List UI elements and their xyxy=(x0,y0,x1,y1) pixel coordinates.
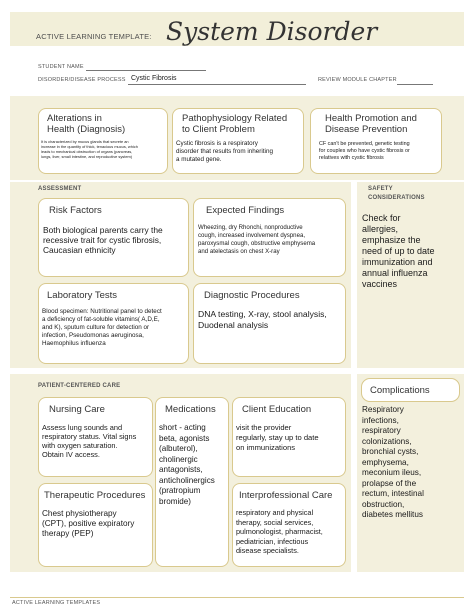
medications-line: beta, agonists xyxy=(159,433,210,443)
medications-line: (pratropium xyxy=(159,486,201,495)
nursing-care-line: Assess lung sounds and xyxy=(42,423,123,432)
therapeutic-procedures-card xyxy=(38,483,153,567)
alterations-in-health-card xyxy=(38,108,168,174)
nursing-care-line: respiratory status. Vital signs xyxy=(42,432,137,441)
complications-line: emphysema, xyxy=(362,457,409,467)
risk-factors-line: recessive trait for cystic fibrosis, xyxy=(43,235,162,245)
therapeutic-procedures-title: Therapeutic Procedures xyxy=(44,490,146,501)
pathophysiology-title-line1: Pathophysiology Related xyxy=(182,113,288,124)
pathophysiology-line: disorder that results from inheriting xyxy=(176,148,273,155)
diagnostic-procedures-line: DNA testing, X-ray, stool analysis, xyxy=(198,309,327,319)
complications-line: meconium ileus, xyxy=(362,468,422,477)
footer-divider xyxy=(10,597,464,598)
pathophysiology-line: a mutated gene. xyxy=(176,156,222,163)
safety-label-line1: SAFETY xyxy=(368,186,393,192)
complications-body xyxy=(362,405,424,521)
risk-factors-line: Both biological parents carry the xyxy=(43,225,163,235)
medications-line: anticholinergics xyxy=(159,475,215,485)
complications-line: rectum, intestinal xyxy=(362,489,424,498)
safety-line: immunization and xyxy=(362,257,433,267)
diagnostic-procedures-title: Diagnostic Procedures xyxy=(204,290,300,301)
safety-body xyxy=(362,213,435,290)
alterations-title-line2: Health (Diagnosis) xyxy=(47,124,126,135)
medications-line: antagonists, xyxy=(159,465,203,474)
expected-findings-line: and atelectasis on chest X-ray xyxy=(198,248,280,255)
complications-line: prolapse of the xyxy=(362,478,417,488)
expected-findings-card xyxy=(193,198,346,277)
assessment-label: ASSESSMENT xyxy=(38,186,82,192)
complications-line: colonizations, xyxy=(362,436,412,446)
therapeutic-procedures-line: Chest physiotherapy xyxy=(42,509,117,518)
therapeutic-procedures-body xyxy=(42,509,134,539)
interprofessional-care-body xyxy=(236,508,323,556)
medications-line: bromide) xyxy=(159,496,191,506)
disorder-label: DISORDER/DISEASE PROCESS xyxy=(38,77,126,83)
medications-line: (albuterol), xyxy=(159,444,198,453)
laboratory-tests-line: and K), sputum culture for detection or xyxy=(42,324,150,331)
health-promotion-body xyxy=(319,141,410,162)
safety-line: allergies, xyxy=(362,224,399,234)
expected-findings-body xyxy=(198,224,315,256)
nursing-care-body xyxy=(42,423,136,459)
medications-title: Medications xyxy=(165,404,216,415)
interprofessional-care-line: disease specialists. xyxy=(236,546,299,555)
interprofessional-care-line: respiratory and physical xyxy=(236,508,314,517)
laboratory-tests-line: Haemophilus influenza xyxy=(42,340,106,347)
laboratory-tests-line: infection, Pseudomonas aeruginosa, xyxy=(42,332,144,339)
safety-label-line2: CONSIDERATIONS xyxy=(368,195,425,201)
interprofessional-care-line: pulmonologist, pharmacist, xyxy=(236,527,323,536)
complications-line: Respiratory xyxy=(362,405,404,414)
safety-line: emphasize the xyxy=(362,235,421,245)
safety-line: annual influenza xyxy=(362,268,428,278)
alterations-line: lungs, liver, small intestine, and reproductive system) xyxy=(41,154,133,159)
pathophysiology-line: Cystic fibrosis is a respiratory xyxy=(176,140,258,147)
interprofessional-care-line: therapy, social services, xyxy=(236,517,314,527)
page-title: System Disorder xyxy=(166,17,378,46)
nursing-care-card xyxy=(38,397,153,477)
complications-header-card xyxy=(361,378,460,402)
safety-line: need of up to date xyxy=(362,246,435,256)
risk-factors-body xyxy=(43,225,163,255)
medications-card xyxy=(155,397,229,567)
alterations-line: leads to mechanical obstruction of organs (pancreas, xyxy=(41,149,133,154)
laboratory-tests-line: a deficiency of fat-soluble vitamins( A,D,E, xyxy=(42,316,160,323)
disorder-field[interactable] xyxy=(128,84,306,85)
medications-line: short - acting xyxy=(159,423,206,432)
health-promotion-title-line1: Health Promotion and xyxy=(325,113,417,124)
expected-findings-title: Expected Findings xyxy=(206,205,285,216)
review-chapter-label: REVIEW MODULE CHAPTER xyxy=(318,77,397,83)
risk-factors-card xyxy=(38,198,189,277)
patient-care-label: PATIENT-CENTERED CARE xyxy=(38,383,121,389)
health-promotion-line: relatives with cystic fibrosis xyxy=(319,155,384,161)
client-education-body xyxy=(236,423,319,453)
therapeutic-procedures-line: (CPT), positive expiratory xyxy=(42,519,135,528)
health-promotion-title-line2: Disease Prevention xyxy=(325,124,408,135)
complications-line: diabetes mellitus xyxy=(362,510,423,519)
medications-body xyxy=(159,423,215,507)
safety-line: vaccines xyxy=(362,279,398,289)
expected-findings-line: Wheezing, dry Rhonchi, nonproductive xyxy=(198,224,303,231)
nursing-care-line: Obtain IV access. xyxy=(42,450,100,459)
review-chapter-field[interactable] xyxy=(397,84,433,85)
complications-line: obstruction, xyxy=(362,499,405,509)
laboratory-tests-body xyxy=(42,308,162,348)
health-promotion-card xyxy=(310,108,442,174)
footer-text: ACTIVE LEARNING TEMPLATES xyxy=(12,600,101,606)
diagnostic-procedures-card xyxy=(193,283,346,364)
pathophysiology-body xyxy=(176,140,273,164)
complications-line: respiratory xyxy=(362,426,401,435)
disorder-value: Cystic Fibrosis xyxy=(131,75,177,82)
interprofessional-care-title: Interprofessional Care xyxy=(239,490,333,501)
laboratory-tests-title: Laboratory Tests xyxy=(47,290,118,301)
safety-line: Check for xyxy=(362,213,401,223)
alterations-title-line1: Alterations in xyxy=(47,113,102,124)
pathophysiology-title-line2: to Client Problem xyxy=(182,124,255,135)
interprofessional-care-card xyxy=(232,483,346,567)
therapeutic-procedures-line: therapy (PEP) xyxy=(42,529,94,538)
laboratory-tests-line: Blood specimen: Nutritional panel to detect xyxy=(42,308,162,315)
interprofessional-care-line: pediatrician, infectious xyxy=(236,536,309,546)
client-education-line: regularly, stay up to date xyxy=(236,433,319,442)
health-promotion-line: CF can't be prevented, genetic testing xyxy=(319,141,410,147)
nursing-care-title: Nursing Care xyxy=(49,404,105,415)
health-promotion-line: for couples who have cystic fibrosis or xyxy=(319,148,410,154)
client-education-line: on immunizations xyxy=(236,443,296,452)
client-education-card xyxy=(232,397,346,477)
pathophysiology-card xyxy=(172,108,304,174)
risk-factors-title: Risk Factors xyxy=(49,205,102,216)
template-label: ACTIVE LEARNING TEMPLATE: xyxy=(36,32,152,41)
expected-findings-line: paroxysmal cough, obstructive emphysema xyxy=(198,240,316,247)
diagnostic-procedures-line: Duodenal analysis xyxy=(198,320,269,330)
medications-line: cholinergic xyxy=(159,454,198,464)
student-name-field[interactable] xyxy=(86,70,206,71)
client-education-title: Client Education xyxy=(242,404,312,415)
alterations-body xyxy=(41,139,138,159)
student-name-label: STUDENT NAME xyxy=(38,64,84,70)
complications-line: bronchial cysts, xyxy=(362,447,419,456)
alterations-line: It is characterized by mucus glands that secrete an xyxy=(41,139,129,144)
complications-title: Complications xyxy=(370,385,430,396)
risk-factors-line: Caucasian ethnicity xyxy=(43,245,116,255)
nursing-care-line: with oxygen saturation. xyxy=(42,441,118,450)
diagnostic-procedures-body xyxy=(198,309,327,331)
alterations-line: increase in the quantity of thick, tenacious mucus, which xyxy=(41,144,138,149)
laboratory-tests-card xyxy=(38,283,189,364)
expected-findings-line: cough, increased involvement dyspnea, xyxy=(198,232,306,239)
complications-line: infections, xyxy=(362,415,399,425)
client-education-line: visit the provider xyxy=(236,423,292,432)
